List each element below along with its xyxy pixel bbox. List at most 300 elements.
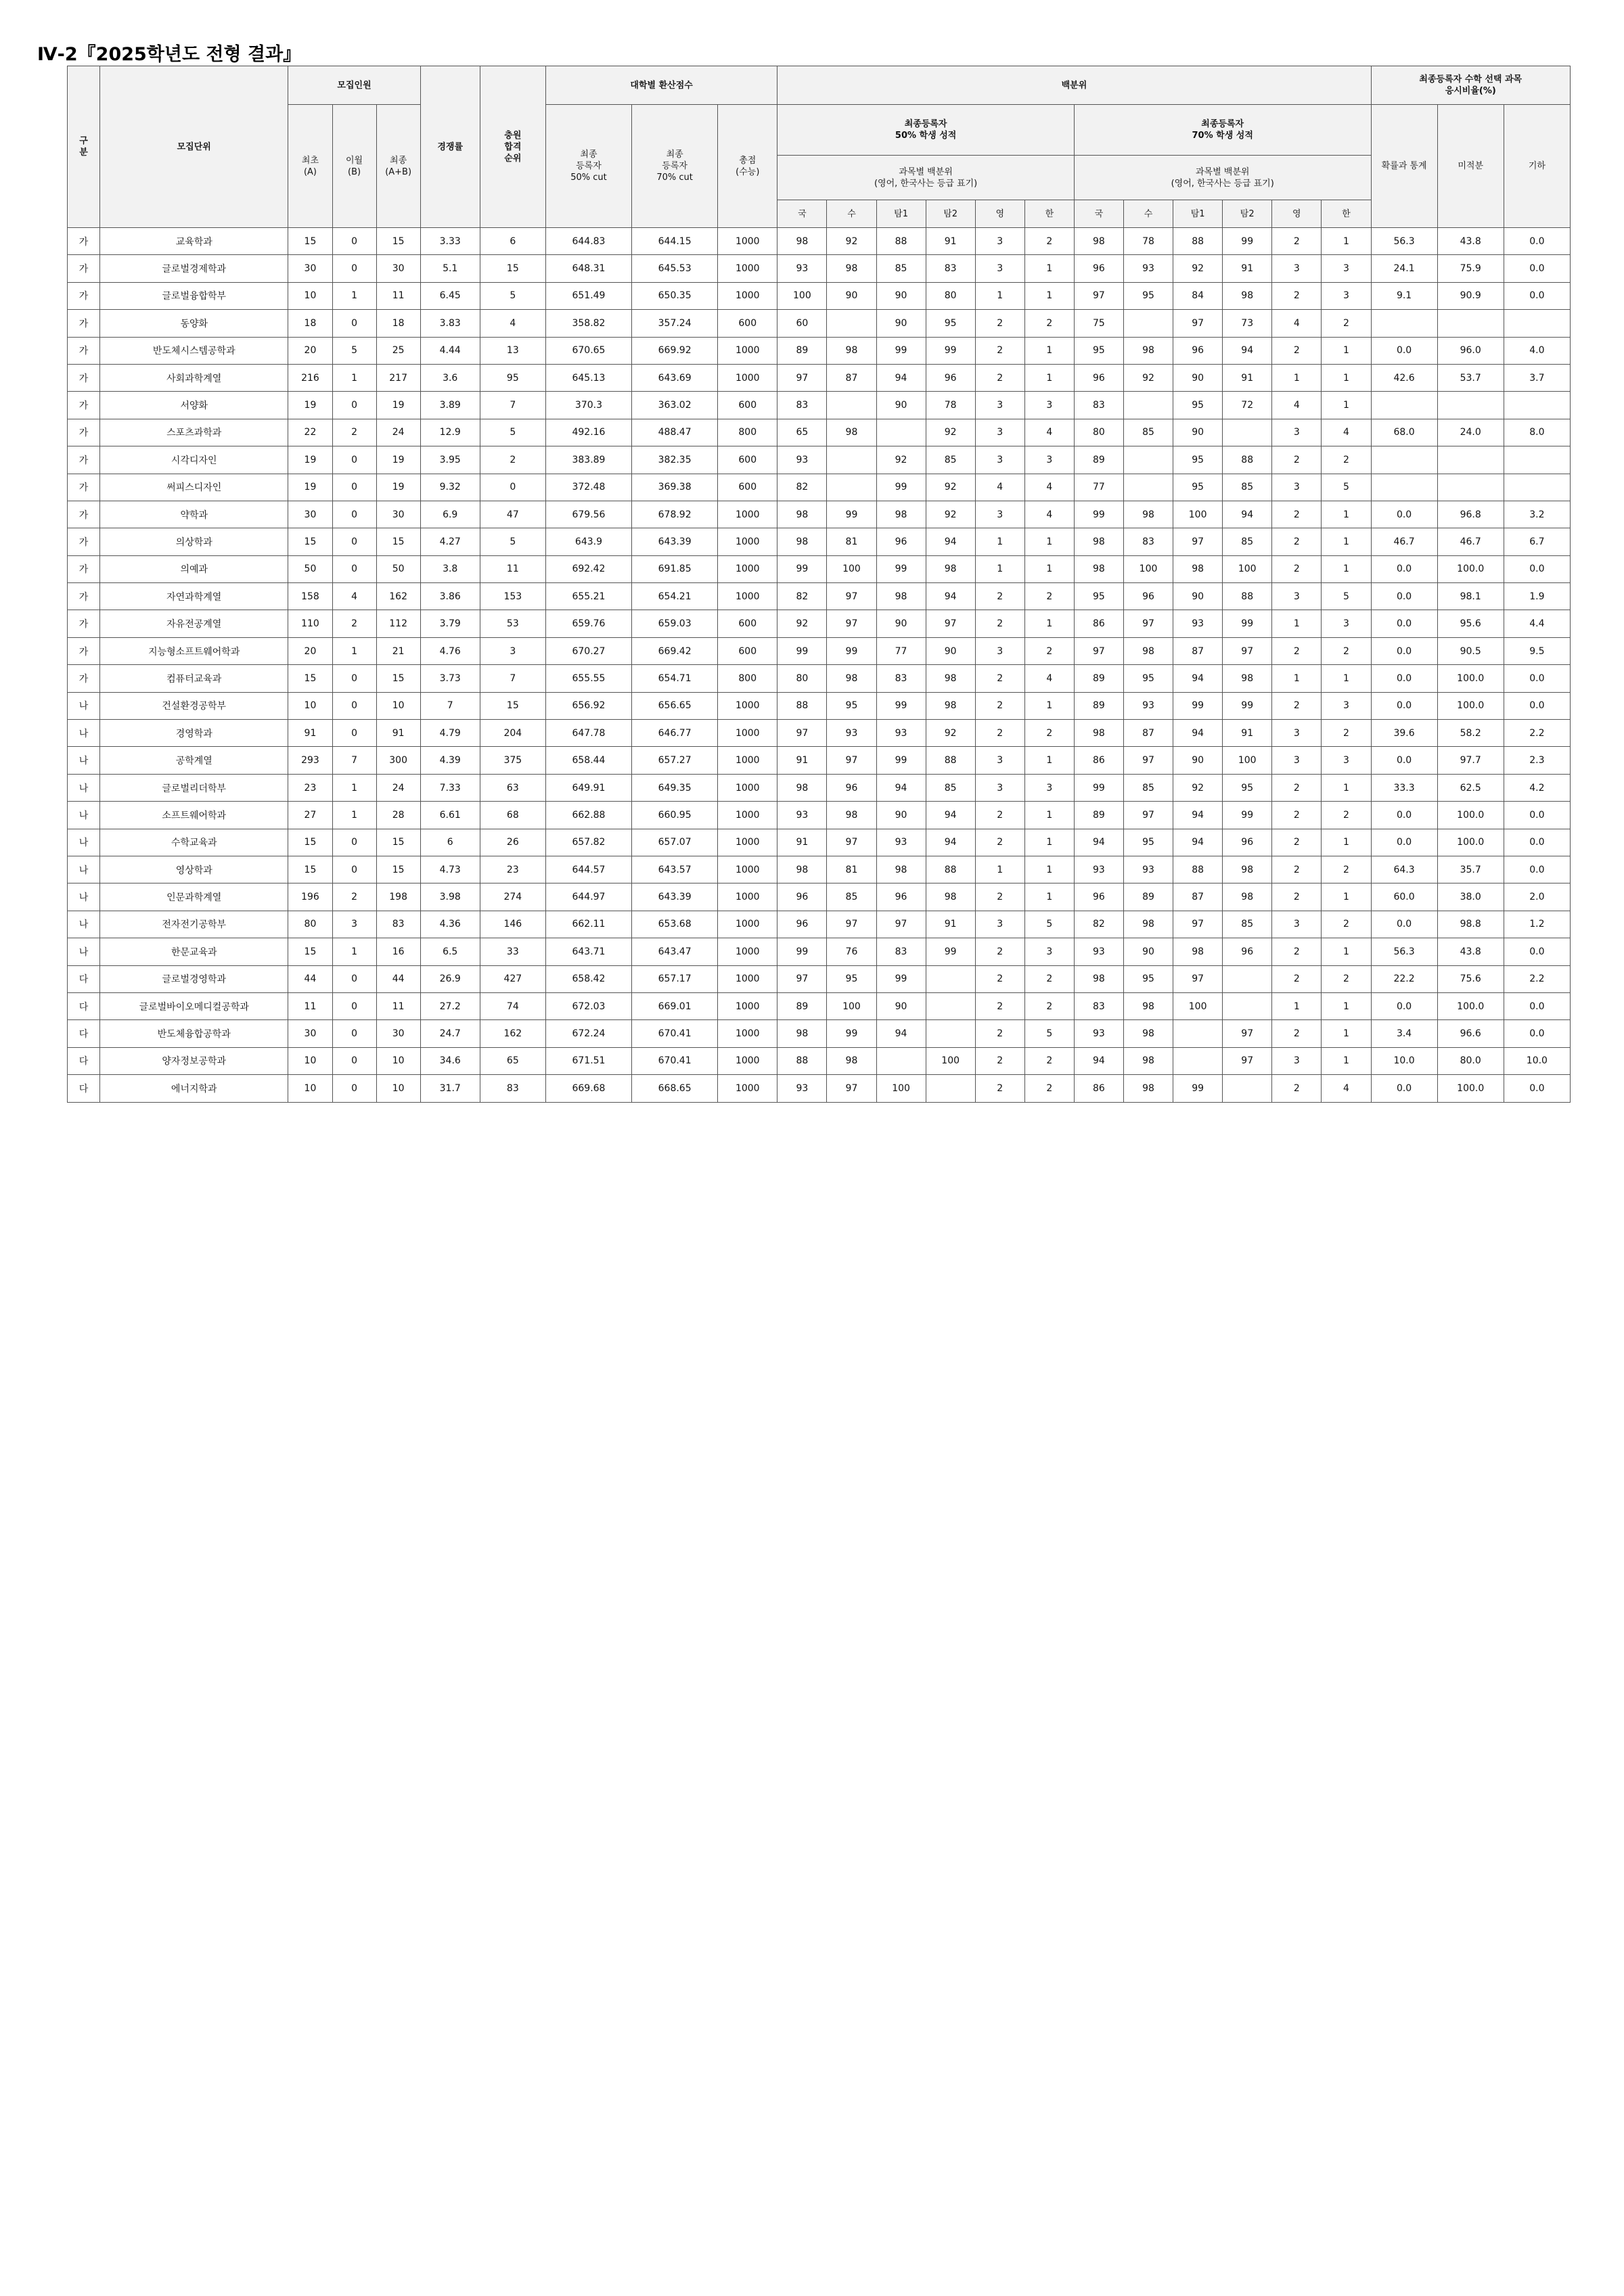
table-cell: 90 [827, 282, 876, 309]
table-cell: 800 [718, 419, 777, 446]
table-cell: 10.0 [1504, 1047, 1570, 1074]
table-cell: 11 [288, 992, 332, 1019]
table-cell: 98.1 [1437, 583, 1504, 610]
table-cell: 6 [420, 829, 480, 856]
table-cell: 1 [1322, 228, 1371, 255]
table-cell: 75.9 [1437, 255, 1504, 282]
table-cell: 가 [68, 528, 100, 555]
table-cell [1223, 419, 1272, 446]
table-cell: 0 [332, 1047, 376, 1074]
table-cell: 95.6 [1437, 610, 1504, 637]
table-cell: 2 [975, 720, 1024, 747]
table-cell [1437, 392, 1504, 419]
table-cell: 62.5 [1437, 774, 1504, 801]
table-cell: 5 [1322, 583, 1371, 610]
table-cell: 100 [1173, 501, 1223, 528]
table-cell: 98 [1173, 555, 1223, 582]
table-cell: 0.0 [1371, 665, 1437, 692]
table-cell: 98 [827, 337, 876, 364]
table-cell: 643.71 [545, 938, 631, 965]
table-cell: 98 [777, 774, 827, 801]
table-cell: 15 [376, 665, 420, 692]
table-cell: 77 [876, 637, 926, 664]
table-cell: 98 [1123, 1020, 1173, 1047]
table-cell: 92 [926, 419, 975, 446]
table-cell: 동양화 [100, 310, 288, 337]
table-cell: 669.92 [632, 337, 718, 364]
table-cell: 76 [827, 938, 876, 965]
table-cell: 82 [777, 474, 827, 501]
table-cell: 92 [926, 474, 975, 501]
table-cell: 92 [827, 228, 876, 255]
table-cell [926, 1075, 975, 1102]
table-cell: 3 [1024, 774, 1074, 801]
table-cell: 643.9 [545, 528, 631, 555]
table-cell: 96 [876, 528, 926, 555]
table-cell: 85 [1223, 528, 1272, 555]
table-cell: 4.0 [1504, 337, 1570, 364]
table-cell: 94 [926, 583, 975, 610]
table-cell: 90.9 [1437, 282, 1504, 309]
table-cell: 99 [777, 938, 827, 965]
table-cell: 89 [1074, 446, 1123, 474]
table-cell: 94 [1223, 337, 1272, 364]
table-cell [827, 310, 876, 337]
table-row [68, 419, 1571, 446]
table-cell: 93 [876, 829, 926, 856]
table-cell: 약학과 [100, 501, 288, 528]
table-cell: 88 [926, 856, 975, 883]
table-cell: 4.39 [420, 747, 480, 774]
table-cell: 3 [975, 747, 1024, 774]
table-cell: 0 [332, 692, 376, 719]
table-cell: 3 [1272, 255, 1322, 282]
table-cell: 274 [480, 883, 545, 911]
table-cell: 672.03 [545, 992, 631, 1019]
table-cell: 53 [480, 610, 545, 637]
table-cell: 1 [1024, 692, 1074, 719]
table-cell: 30 [376, 255, 420, 282]
table-cell: 15 [376, 528, 420, 555]
table-cell: 2 [1322, 856, 1371, 883]
table-cell: 668.65 [632, 1075, 718, 1102]
table-cell: 94 [876, 364, 926, 391]
header-subject: 국 [777, 200, 827, 228]
table-cell: 소프트웨어학과 [100, 802, 288, 829]
table-cell: 15 [480, 692, 545, 719]
table-cell: 24.1 [1371, 255, 1437, 282]
table-cell: 3 [975, 446, 1024, 474]
table-cell: 6.5 [420, 938, 480, 965]
table-cell: 293 [288, 747, 332, 774]
table-cell: 100 [876, 1075, 926, 1102]
table-cell: 1 [1272, 364, 1322, 391]
table-cell: 98 [1223, 883, 1272, 911]
table-cell [876, 1047, 926, 1074]
table-cell: 2.3 [1504, 747, 1570, 774]
table-cell: 83 [1074, 992, 1123, 1019]
table-cell: 83 [876, 938, 926, 965]
header-subject: 한 [1024, 200, 1074, 228]
table-cell: 19 [376, 446, 420, 474]
table-cell: 99 [876, 965, 926, 992]
header-unit: 모집단위 [100, 66, 288, 228]
table-cell: 96 [777, 883, 827, 911]
table-cell: 99 [926, 337, 975, 364]
table-cell: 사회과학계열 [100, 364, 288, 391]
table-cell: 94 [1173, 802, 1223, 829]
table-cell: 수학교육과 [100, 829, 288, 856]
table-cell [1437, 310, 1504, 337]
table-cell [1437, 474, 1504, 501]
table-cell [1223, 965, 1272, 992]
table-cell [1504, 392, 1570, 419]
table-cell: 경영학과 [100, 720, 288, 747]
table-cell: 4 [975, 474, 1024, 501]
header-subject: 탐1 [876, 200, 926, 228]
table-cell: 660.95 [632, 802, 718, 829]
table-cell: 44 [288, 965, 332, 992]
table-cell: 95 [1123, 665, 1173, 692]
table-cell: 11 [376, 992, 420, 1019]
table-cell: 2 [975, 1047, 1024, 1074]
table-cell: 56.3 [1371, 938, 1437, 965]
table-cell: 지능형소프트웨어학과 [100, 637, 288, 664]
table-cell: 670.27 [545, 637, 631, 664]
table-row [68, 528, 1571, 555]
table-cell: 1000 [718, 555, 777, 582]
header-subject: 국 [1074, 200, 1123, 228]
table-cell: 97 [1074, 282, 1123, 309]
table-cell: 1 [332, 364, 376, 391]
table-cell: 2 [1272, 856, 1322, 883]
table-cell: 88 [1223, 583, 1272, 610]
table-cell: 87 [827, 364, 876, 391]
table-cell [1504, 310, 1570, 337]
table-cell: 88 [777, 692, 827, 719]
table-cell: 99 [876, 337, 926, 364]
table-cell: 5 [1024, 1020, 1074, 1047]
table-cell: 0.0 [1371, 747, 1437, 774]
table-cell: 1 [1322, 501, 1371, 528]
table-cell: 1.9 [1504, 583, 1570, 610]
table-cell: 2 [1272, 938, 1322, 965]
table-cell: 600 [718, 610, 777, 637]
table-cell: 2 [975, 1020, 1024, 1047]
table-cell: 83 [1074, 392, 1123, 419]
table-cell: 0.0 [1504, 1020, 1570, 1047]
table-cell: 97 [777, 965, 827, 992]
table-cell: 3.73 [420, 665, 480, 692]
header-subject: 수 [827, 200, 876, 228]
table-cell: 65 [480, 1047, 545, 1074]
table-cell: 98 [1074, 965, 1123, 992]
table-cell: 655.21 [545, 583, 631, 610]
page-title: Ⅳ-2『2025학년도 전형 결과』 [37, 44, 302, 65]
table-cell: 38.0 [1437, 883, 1504, 911]
table-cell: 0.0 [1504, 665, 1570, 692]
table-cell: 58.2 [1437, 720, 1504, 747]
table-cell: 1 [1322, 555, 1371, 582]
table-cell: 3 [975, 501, 1024, 528]
table-cell: 한문교육과 [100, 938, 288, 965]
table-cell: 93 [1173, 610, 1223, 637]
table-cell: 2 [1272, 637, 1322, 664]
table-cell: 98 [1123, 1047, 1173, 1074]
table-cell: 1000 [718, 965, 777, 992]
table-cell: 27 [288, 802, 332, 829]
table-cell: 4.73 [420, 856, 480, 883]
table-cell: 3.8 [420, 555, 480, 582]
table-cell: 94 [1223, 501, 1272, 528]
table-cell: 1 [1024, 747, 1074, 774]
table-cell: 3.33 [420, 228, 480, 255]
table-cell: 100.0 [1437, 555, 1504, 582]
table-cell: 646.77 [632, 720, 718, 747]
table-cell: 99 [1173, 1075, 1223, 1102]
table-cell: 1000 [718, 528, 777, 555]
table-cell: 97 [876, 911, 926, 938]
table-cell: 653.68 [632, 911, 718, 938]
table-cell: 90 [1123, 938, 1173, 965]
table-cell: 글로벌리더학부 [100, 774, 288, 801]
table-cell: 1 [1024, 364, 1074, 391]
table-cell: 2 [1272, 528, 1322, 555]
table-cell: 0.0 [1371, 583, 1437, 610]
table-cell: 6 [480, 228, 545, 255]
table-cell: 98 [1074, 720, 1123, 747]
table-cell: 19 [376, 474, 420, 501]
table-cell: 3.7 [1504, 364, 1570, 391]
table-cell: 98 [1223, 856, 1272, 883]
table-row [68, 337, 1571, 364]
header-recruit-initial: 최초 (A) [288, 105, 332, 228]
table-cell: 65 [777, 419, 827, 446]
table-cell: 95 [1173, 446, 1223, 474]
table-cell: 643.39 [632, 528, 718, 555]
table-cell: 92 [1173, 774, 1223, 801]
table-cell: 글로벌바이오메디컬공학과 [100, 992, 288, 1019]
table-cell: 글로벌경영학과 [100, 965, 288, 992]
table-cell: 93 [1074, 1020, 1123, 1047]
table-cell: 88 [926, 747, 975, 774]
table-cell: 692.42 [545, 555, 631, 582]
table-cell: 98 [876, 856, 926, 883]
table-cell: 나 [68, 692, 100, 719]
table-cell: 2 [332, 883, 376, 911]
table-cell: 3 [975, 392, 1024, 419]
table-cell: 5.1 [420, 255, 480, 282]
table-cell: 1 [1272, 992, 1322, 1019]
table-cell: 0.0 [1371, 555, 1437, 582]
table-cell: 94 [876, 774, 926, 801]
header-subject-note-70: 과목별 백분위 (영어, 한국사는 등급 표기) [1074, 156, 1371, 200]
header-score: 대학별 환산점수 [545, 66, 777, 105]
table-cell: 662.11 [545, 911, 631, 938]
table-cell: 98 [777, 1020, 827, 1047]
table-cell: 2 [975, 802, 1024, 829]
table-cell: 2 [1272, 337, 1322, 364]
table-cell: 1 [1322, 392, 1371, 419]
table-cell: 15 [288, 665, 332, 692]
table-cell: 나 [68, 911, 100, 938]
table-cell: 1 [1024, 610, 1074, 637]
table-cell: 83 [1123, 528, 1173, 555]
table-cell: 0 [332, 501, 376, 528]
header-subject: 탐2 [1223, 200, 1272, 228]
table-cell: 2 [1024, 228, 1074, 255]
table-cell: 94 [1074, 1047, 1123, 1074]
table-cell: 6.9 [420, 501, 480, 528]
header-math-col-0: 확률과 통계 [1371, 105, 1437, 228]
table-cell: 100.0 [1437, 992, 1504, 1019]
table-cell: 98 [777, 501, 827, 528]
table-cell: 가 [68, 228, 100, 255]
table-cell: 반도체시스템공학과 [100, 337, 288, 364]
table-cell: 0 [332, 720, 376, 747]
table-cell: 10 [376, 1047, 420, 1074]
table-cell: 357.24 [632, 310, 718, 337]
table-cell: 80.0 [1437, 1047, 1504, 1074]
table-cell: 98 [1074, 228, 1123, 255]
table-cell: 88 [1173, 856, 1223, 883]
table-cell: 21 [376, 637, 420, 664]
table-cell: 90.5 [1437, 637, 1504, 664]
table-cell: 83 [777, 392, 827, 419]
table-cell: 644.83 [545, 228, 631, 255]
table-cell: 7 [480, 392, 545, 419]
table-cell: 97 [1223, 1020, 1272, 1047]
table-cell: 23 [288, 774, 332, 801]
table-cell: 15 [288, 856, 332, 883]
table-cell: 0 [480, 474, 545, 501]
table-cell: 80 [777, 665, 827, 692]
table-cell: 7.33 [420, 774, 480, 801]
table-cell: 4 [1272, 310, 1322, 337]
table-cell: 669.01 [632, 992, 718, 1019]
table-cell: 98 [926, 665, 975, 692]
table-cell: 6.45 [420, 282, 480, 309]
table-row [68, 665, 1571, 692]
table-cell: 85 [1123, 774, 1173, 801]
table-row [68, 392, 1571, 419]
table-cell: 0 [332, 392, 376, 419]
table-cell: 89 [1074, 802, 1123, 829]
table-cell: 382.35 [632, 446, 718, 474]
table-cell: 10 [288, 692, 332, 719]
table-cell: 10 [376, 1075, 420, 1102]
table-cell: 4 [480, 310, 545, 337]
table-cell: 63 [480, 774, 545, 801]
table-cell: 1 [1322, 1047, 1371, 1074]
table-cell: 98 [1223, 665, 1272, 692]
table-cell: 89 [1074, 692, 1123, 719]
table-cell [926, 1020, 975, 1047]
table-cell: 99 [827, 1020, 876, 1047]
table-cell: 97 [1173, 310, 1223, 337]
table-cell: 24.7 [420, 1020, 480, 1047]
table-cell: 96 [1123, 583, 1173, 610]
table-cell: 2 [975, 829, 1024, 856]
table-cell: 90 [876, 310, 926, 337]
table-cell: 11 [376, 282, 420, 309]
table-cell: 100 [1223, 747, 1272, 774]
table-cell: 24 [376, 774, 420, 801]
table-cell: 99 [876, 474, 926, 501]
table-cell: 다 [68, 1075, 100, 1102]
table-cell: 20 [288, 637, 332, 664]
table-cell: 90 [1173, 583, 1223, 610]
table-cell: 2 [1272, 774, 1322, 801]
table-cell: 33 [480, 938, 545, 965]
table-cell: 나 [68, 856, 100, 883]
table-cell: 100 [1223, 555, 1272, 582]
header-subject: 영 [975, 200, 1024, 228]
table-cell: 98 [1123, 992, 1173, 1019]
table-cell: 1 [1024, 555, 1074, 582]
table-cell: 컴퓨터교육과 [100, 665, 288, 692]
table-cell: 95 [1074, 583, 1123, 610]
table-cell: 2 [480, 446, 545, 474]
table-row [68, 446, 1571, 474]
table-cell: 2 [1272, 829, 1322, 856]
table-cell: 18 [288, 310, 332, 337]
table-cell: 659.03 [632, 610, 718, 637]
table-cell: 10 [288, 1047, 332, 1074]
table-cell: 나 [68, 802, 100, 829]
table-cell: 1000 [718, 938, 777, 965]
table-cell: 300 [376, 747, 420, 774]
table-cell: 가 [68, 665, 100, 692]
table-cell: 100 [827, 992, 876, 1019]
table-cell: 2 [1272, 802, 1322, 829]
table-cell: 64.3 [1371, 856, 1437, 883]
table-cell: 90 [1173, 364, 1223, 391]
table-cell: 644.97 [545, 883, 631, 911]
table-cell: 4.2 [1504, 774, 1570, 801]
table-cell: 158 [288, 583, 332, 610]
table-cell: 90 [926, 637, 975, 664]
header-p70: 최종등록자 70% 학생 성적 [1074, 105, 1371, 156]
table-cell: 0 [332, 856, 376, 883]
table-cell: 75.6 [1437, 965, 1504, 992]
table-cell: 0 [332, 665, 376, 692]
table-row [68, 774, 1571, 801]
table-cell: 97 [1173, 911, 1223, 938]
table-cell: 1 [1322, 665, 1371, 692]
table-cell: 657.07 [632, 829, 718, 856]
header-math-ratio: 최종등록자 수학 선택 과목 응시비율(%) [1371, 66, 1570, 105]
table-cell: 0.0 [1371, 911, 1437, 938]
table-cell: 78 [1123, 228, 1173, 255]
table-cell: 1 [975, 856, 1024, 883]
table-cell: 90 [876, 802, 926, 829]
table-cell: 97 [827, 1075, 876, 1102]
table-cell: 83 [926, 255, 975, 282]
table-cell: 88 [1173, 228, 1223, 255]
table-cell: 1000 [718, 720, 777, 747]
table-cell: 100.0 [1437, 665, 1504, 692]
table-cell: 74 [480, 992, 545, 1019]
table-cell: 657.17 [632, 965, 718, 992]
table-cell: 99 [777, 555, 827, 582]
table-cell: 26 [480, 829, 545, 856]
table-cell: 3 [1322, 692, 1371, 719]
table-cell: 0.0 [1371, 501, 1437, 528]
table-cell: 2 [1024, 965, 1074, 992]
table-cell: 600 [718, 392, 777, 419]
table-cell: 1 [975, 528, 1024, 555]
